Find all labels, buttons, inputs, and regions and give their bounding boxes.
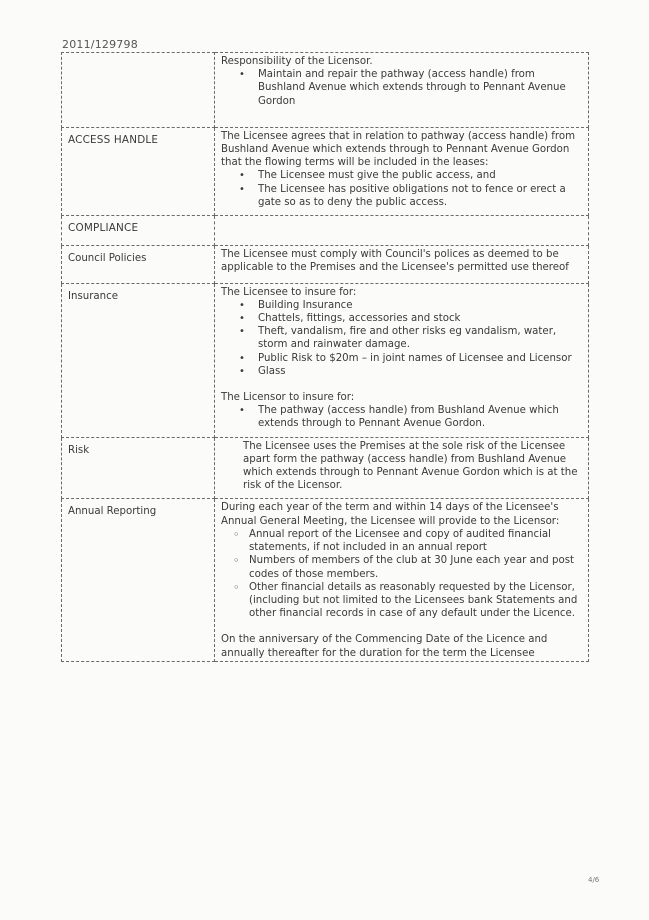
bullet-list [221, 68, 584, 108]
table-row [62, 437, 589, 499]
row-label: ACCESS HANDLE [62, 127, 215, 215]
bullet-list [221, 299, 584, 378]
row-label: Insurance [62, 283, 215, 437]
list-item: • The Licensee must give the public access, and [258, 169, 584, 182]
table-row [62, 216, 589, 246]
content-text: The Licensee must comply with Council's polices as deemed to be applicable to the Premises and the Licensee's permitted use thereof [221, 249, 569, 274]
bullet-list [221, 404, 584, 430]
content-intro: The Licensee agrees that in relation to pathway (access handle) from Bushland Avenue which extends through to Pennant Avenue Gordon that the flowing terms will be included in the leases: [221, 130, 576, 169]
content-intro-secondary: The Licensor to insure for: [221, 392, 355, 404]
table-row [62, 246, 589, 283]
row-content [215, 283, 589, 437]
list-item: • Public Risk to $20m – in joint names of Licensee and Licensor [258, 352, 584, 365]
list-item: ◦ Annual report of the Licensee and copy of audited financial statements, if not included in an annual report [249, 528, 584, 554]
list-item: • Chattels, fittings, accessories and stock [258, 312, 584, 325]
row-label: Council Policies [62, 246, 215, 283]
content-intro: During each year of the term and within 14 days of the Licensee's Annual General Meeting, the Licensee will provide to the Licensor: [221, 502, 560, 527]
licence-terms-table [61, 52, 589, 662]
list-item: • The pathway (access handle) from Bushland Avenue which extends through to Pennant Avenue Gordon. [258, 404, 584, 430]
page-number: 4/6 [588, 876, 600, 884]
row-content [215, 216, 589, 246]
list-item: • Building Insurance [258, 299, 584, 312]
content-intro: Responsibility of the Licensor. [221, 56, 373, 67]
row-label: Annual Reporting [62, 499, 215, 661]
bullet-list [221, 528, 584, 620]
row-label [62, 53, 215, 128]
table-row [62, 127, 589, 215]
row-content [215, 437, 589, 499]
table-row [62, 53, 589, 128]
row-label: Risk [62, 437, 215, 499]
content-outro: On the anniversary of the Commencing Date of the Licence and annually thereafter for the duration for the term the Licensee [221, 634, 548, 659]
content-text: The Licensee uses the Premises at the sole risk of the Licensee apart form the pathway (access handle) from Bushland Avenue which extends through to Pennant Avenue Gordon which is at the risk of the Licensor. [243, 440, 578, 492]
table-row [62, 283, 589, 437]
row-content [215, 499, 589, 661]
list-item: ◦ Numbers of members of the club at 30 June each year and post codes of those members. [249, 554, 584, 580]
row-content [215, 53, 589, 128]
list-item: • Theft, vandalism, fire and other risks eg vandalism, water, storm and rainwater damage. [258, 325, 584, 351]
row-content [215, 127, 589, 215]
row-content [215, 246, 589, 283]
table-row [62, 499, 589, 661]
list-item: • Maintain and repair the pathway (access handle) from Bushland Avenue which extends through to Pennant Avenue Gordon [258, 68, 584, 108]
list-item: ◦ Other financial details as reasonably requested by the Licensor, (including but not limited to the Licensees bank Statements and other financial records in case of any default under the Licence. [249, 581, 584, 621]
list-item: • The Licensee has positive obligations not to fence or erect a gate so as to deny the public access. [258, 183, 584, 209]
content-intro: The Licensee to insure for: [221, 286, 357, 298]
bullet-list [221, 169, 584, 209]
list-item: • Glass [258, 365, 584, 378]
document-reference: 2011/129798 [62, 38, 138, 51]
section-heading: COMPLIANCE [62, 216, 215, 246]
